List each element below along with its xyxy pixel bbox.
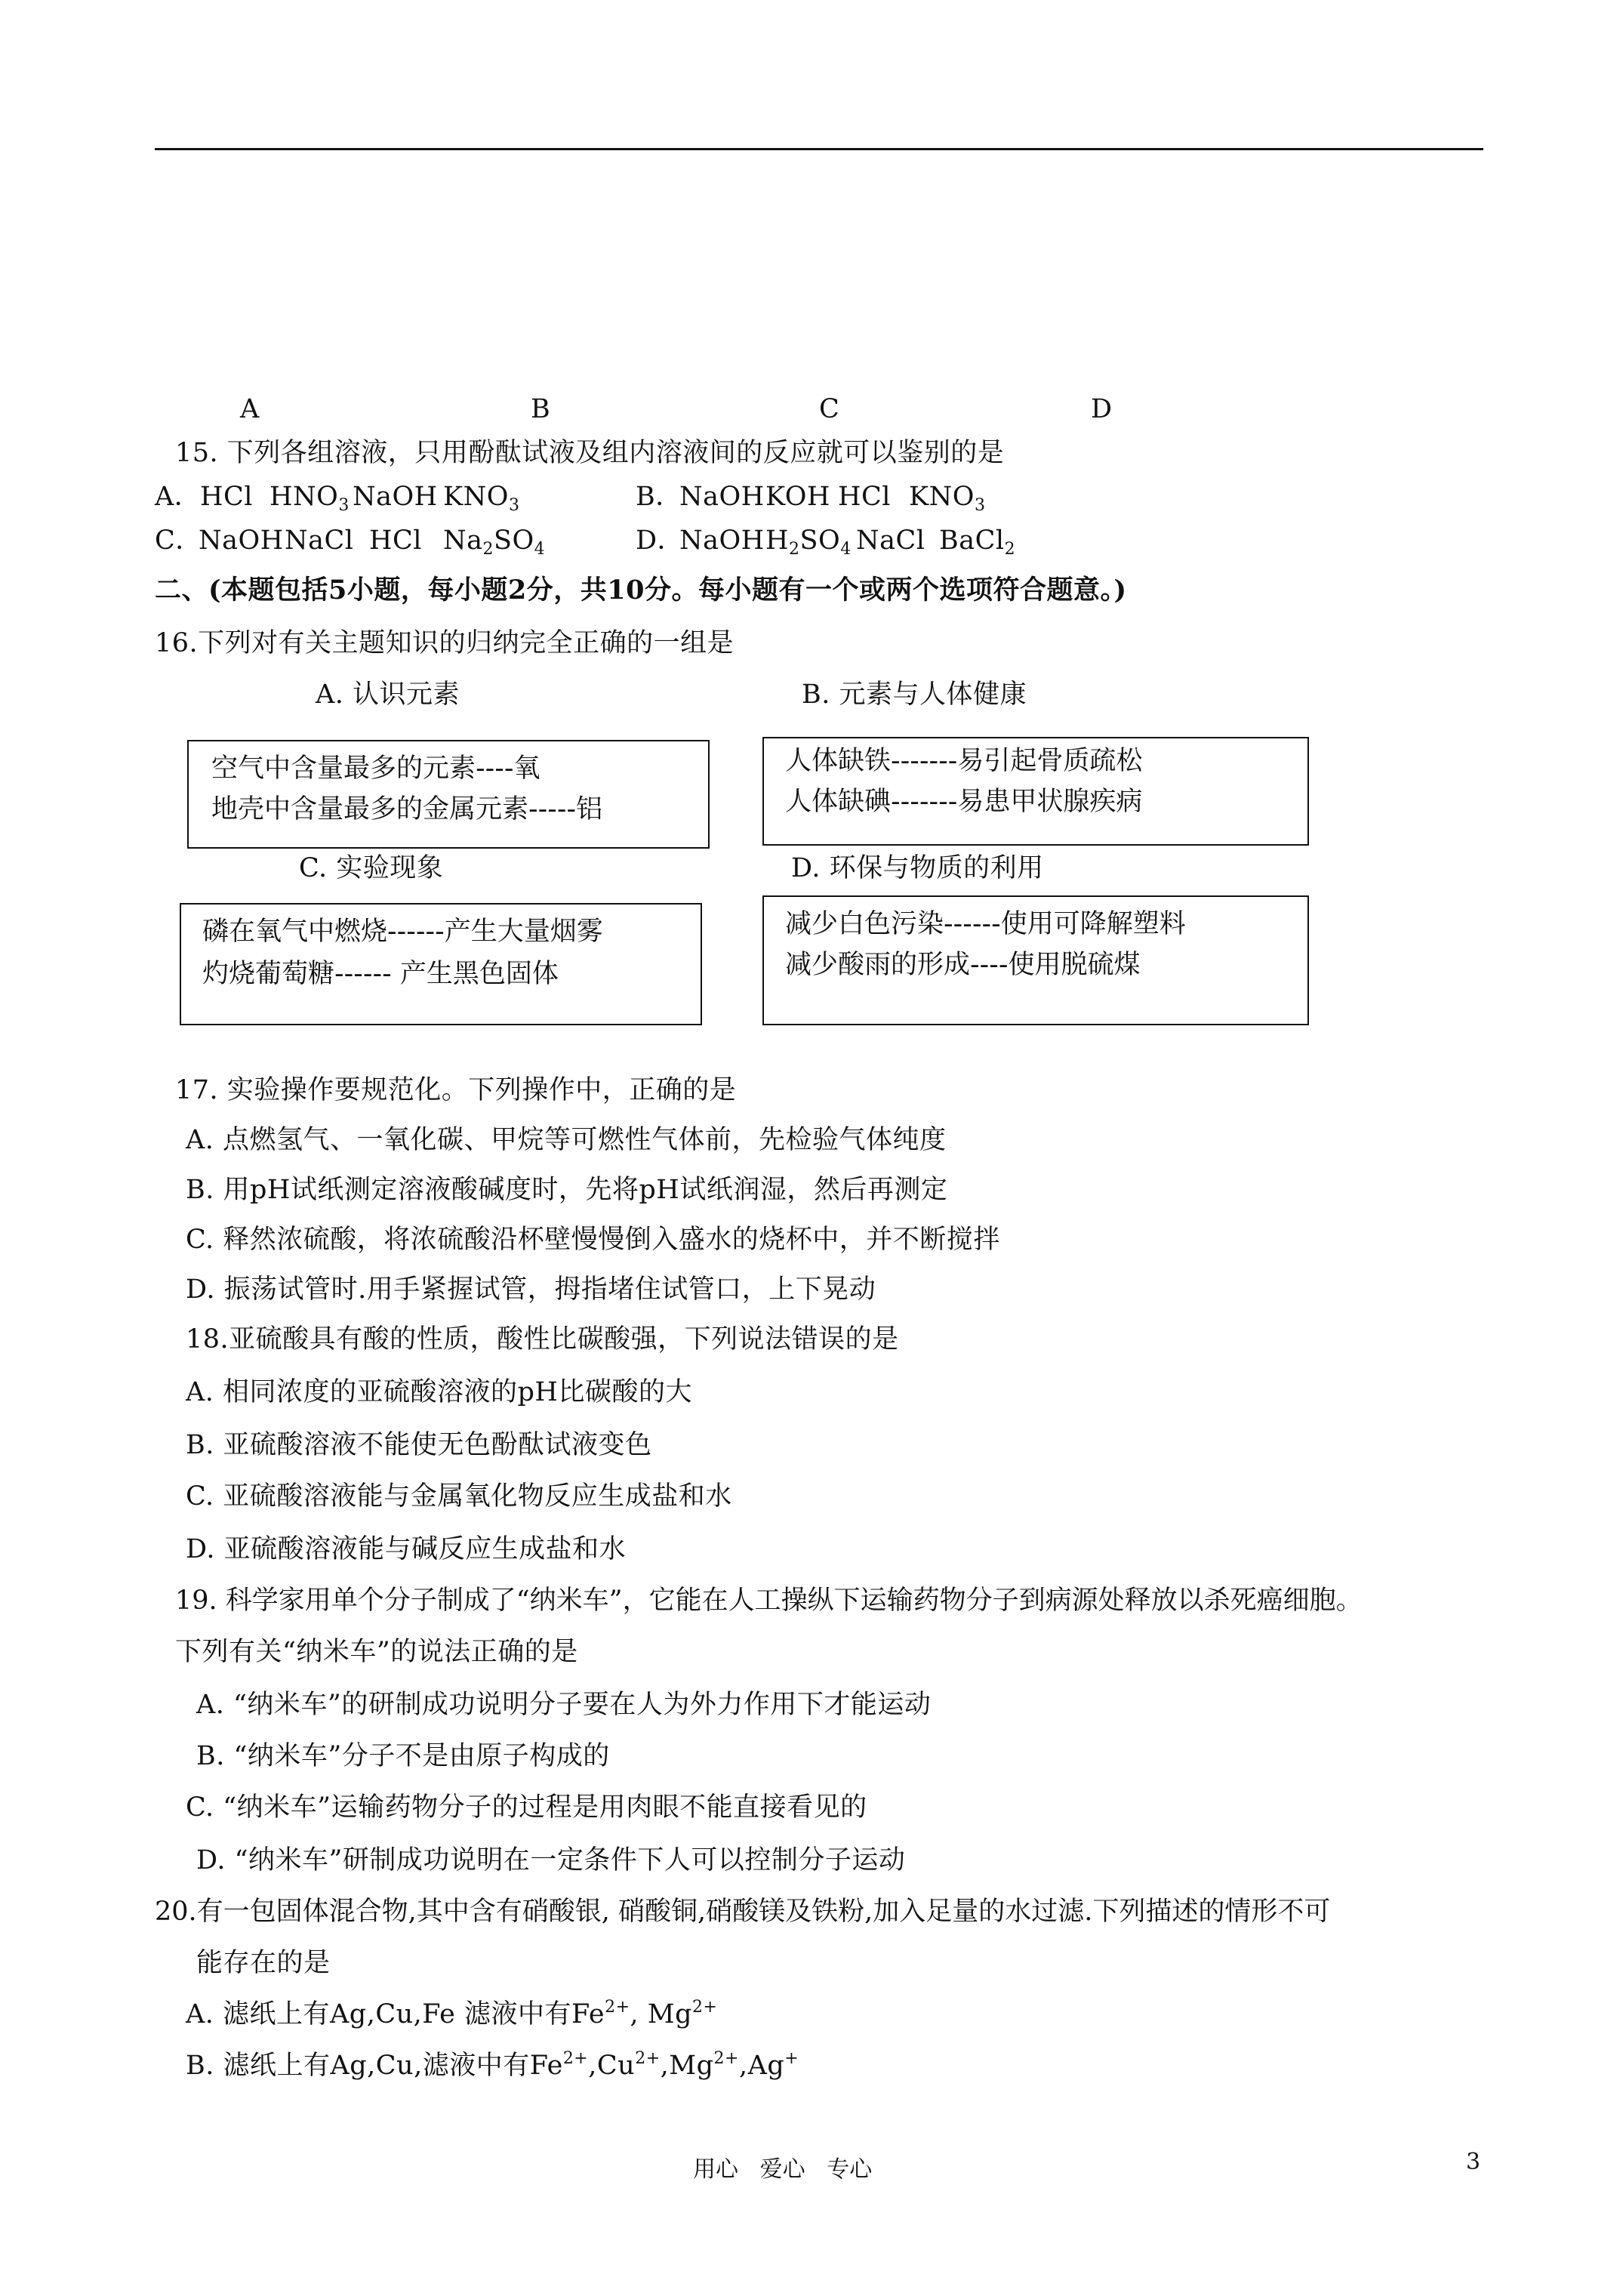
q18-option-c: C. 亚硫酸溶液能与金属氧化物反应生成盐和水	[186, 1481, 732, 1512]
q15-option-d: D． NaOH $H_2SO_4$ NaCl BaCl$_2$	[636, 525, 1016, 559]
q18-option-a: A. 相同浓度的亚硫酸溶液的pH比碳酸的大	[186, 1377, 692, 1407]
q19-option-c: C. “纳米车”运输药物分子的过程是用肉眼不能直接看见的	[186, 1792, 867, 1823]
q18-option-b: B. 亚硫酸溶液不能使无色酚酞试液变色	[186, 1430, 652, 1460]
section2-header: 二、(本题包括5小题，每小题2分，共10分。每小题有一个或两个选项符合题意。)	[155, 575, 1127, 606]
q15-stem: 15. 下列各组溶液，只用酚酞试液及组内溶液间的反应就可以鉴别的是	[175, 438, 1005, 468]
q19-stem-line-1: 19. 科学家用单个分子制成了“纳米车”，它能在人工操纵下运输药物分子到病源处释放以杀死癌细胞。	[175, 1586, 1363, 1616]
figure-label-c: C	[819, 394, 839, 424]
q16-box-c-line-2: 灼烧葡萄糖------ 产生黑色固体	[202, 959, 559, 989]
q20-option-b: B. 滤纸上有Ag,Cu,滤液中有$Fe^{2+},Cu^{2+},Mg^{2+},Ag^+$	[186, 2049, 799, 2081]
q17-option-c: C. 释然浓硫酸，将浓硫酸沿杯壁慢慢倒入盛水的烧杯中，并不断搅拌	[186, 1225, 1000, 1255]
q20-stem-line-2: 能存在的是	[196, 1948, 331, 1978]
figure-label-b: B	[531, 394, 550, 424]
page-number: 3	[1466, 2149, 1481, 2175]
q16-box-b-label: B. 元素与人体健康	[802, 680, 1027, 710]
q19-option-b: B. “纳米车”分子不是由原子构成的	[196, 1741, 610, 1771]
header-rule	[155, 148, 1483, 150]
q16-box-b-line-2: 人体缺碘-------易患甲状腺疾病	[785, 787, 1143, 817]
q16-box-c-label: C. 实验现象	[299, 853, 444, 883]
q16-box-b	[762, 737, 1309, 846]
q16-box-a-line-2: 地壳中含量最多的金属元素-----铝	[211, 794, 603, 824]
q16-box-a-label: A. 认识元素	[316, 680, 460, 710]
q16-stem: 16.下列对有关主题知识的归纳完全正确的一组是	[155, 628, 735, 658]
q16-box-c	[180, 903, 702, 1025]
q19-option-a: A. “纳米车”的研制成功说明分子要在人为外力作用下才能运动	[196, 1690, 932, 1720]
q17-option-a: A. 点燃氢气、一氧化碳、甲烷等可燃性气体前，先检验气体纯度	[186, 1125, 947, 1155]
q17-option-d: D. 振荡试管时.用手紧握试管，拇指堵住试管口，上下晃动	[186, 1274, 876, 1305]
q16-box-a-line-1: 空气中含量最多的元素----氧	[211, 754, 540, 784]
q16-box-d	[762, 895, 1309, 1025]
footer-motto: 用心 爱心 专心	[693, 2156, 873, 2183]
figure-label-d: D	[1091, 394, 1113, 424]
q19-stem-line-2: 下列有关“纳米车”的说法正确的是	[175, 1637, 578, 1667]
q18-stem: 18.亚硫酸具有酸的性质，酸性比碳酸强，下列说法错误的是	[186, 1324, 899, 1354]
q15-option-c: C． NaOH NaCl HCl $Na_2SO_4$	[155, 525, 546, 559]
q15-option-a: A． HCl $HNO_3$ NaOH $KNO_3$	[155, 482, 520, 515]
q16-box-d-line-1: 减少白色污染------使用可降解塑料	[785, 909, 1186, 939]
q17-option-b: B. 用pH试纸测定溶液酸碱度时，先将pH试纸润湿，然后再测定	[186, 1175, 948, 1205]
q16-box-a	[187, 740, 710, 849]
q16-box-b-line-1: 人体缺铁-------易引起骨质疏松	[785, 746, 1143, 776]
q20-option-a: A. 滤纸上有Ag,Cu,Fe 滤液中有$Fe^{2+}$, $Mg^{2+}$	[186, 1998, 718, 2029]
q20-stem-line-1: 20.有一包固体混合物,其中含有硝酸银, 硝酸铜,硝酸镁及铁粉,加入足量的水过滤.下列描述的情形不可	[155, 1897, 1331, 1927]
q16-box-d-line-2: 减少酸雨的形成----使用脱硫煤	[785, 950, 1141, 980]
q15-option-b: B． NaOH KOH HCl $KNO_3$	[636, 482, 986, 515]
q19-option-d: D. “纳米车”研制成功说明在一定条件下人可以控制分子运动	[196, 1845, 906, 1875]
q18-option-d: D. 亚硫酸溶液能与碱反应生成盐和水	[186, 1534, 627, 1564]
q17-stem: 17. 实验操作要规范化。下列操作中，正确的是	[175, 1075, 737, 1105]
figure-label-a: A	[240, 394, 260, 424]
q16-box-c-line-1: 磷在氧气中燃烧------产生大量烟雾	[202, 917, 603, 947]
q16-box-d-label: D. 环保与物质的利用	[791, 853, 1044, 883]
